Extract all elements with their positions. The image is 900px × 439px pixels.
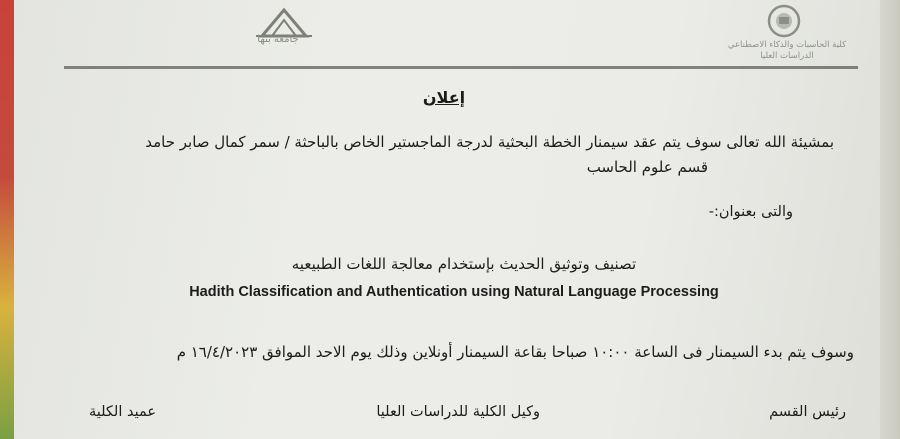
body-line-department: قسم علوم الحاسب bbox=[586, 158, 708, 176]
header-divider bbox=[64, 66, 858, 69]
university-logo-text: جامعة بنها bbox=[257, 34, 299, 45]
signature-head-of-department: رئيس القسم bbox=[769, 404, 846, 420]
signature-vice-dean: وكيل الكلية للدراسات العليا bbox=[376, 404, 540, 420]
background-edge-right bbox=[878, 0, 900, 439]
faculty-department: الدراسات العليا bbox=[760, 51, 814, 61]
thesis-title-arabic: تصنيف وتوثيق الحديث بإستخدام معالجة اللغات الطبيعيه bbox=[291, 255, 637, 273]
signature-dean: عميد الكلية bbox=[88, 404, 156, 420]
document-sheet bbox=[14, 0, 880, 439]
announcement-title: إعلان bbox=[422, 88, 466, 107]
faculty-logo-text bbox=[694, 40, 880, 62]
faculty-logo-icon bbox=[759, 2, 809, 44]
university-logo-icon bbox=[234, 6, 334, 56]
body-line-titled: والتى بعنوان:- bbox=[708, 204, 793, 220]
body-line-researcher: بمشيئة الله تعالى سوف يتم عقد سيمنار الخطة البحثية لدرجة الماجستير الخاص بالباحثة / سمر كمال صابر حامد bbox=[145, 133, 834, 151]
schedule-line: وسوف يتم بدء السيمنار فى الساعة ١٠:٠٠ صباحا بقاعة السيمنار أونلاين وذلك يوم الاحد الموافق ١٦/٤/٢٠٢٣ م bbox=[176, 343, 854, 361]
thesis-title-english: Hadith Classification and Authentication using Natural Language Processing bbox=[189, 284, 719, 300]
faculty-name: كلية الحاسبات والذكاء الاصطناعي bbox=[727, 40, 847, 50]
